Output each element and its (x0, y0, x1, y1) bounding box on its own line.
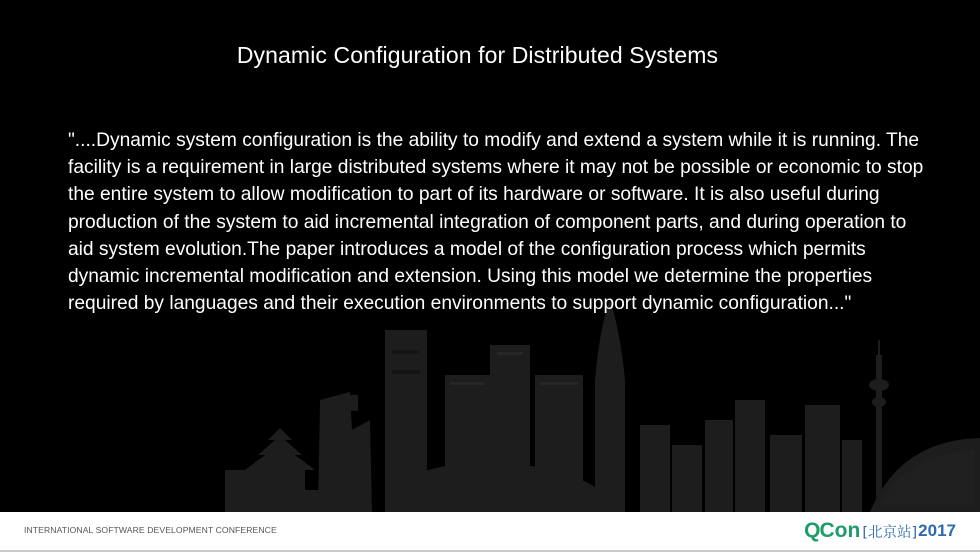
qcon-logo (804, 517, 956, 545)
footer-bar (0, 512, 980, 552)
quote-text: "....Dynamic system configuration is the ability to modify and extend a system while it is running. The facility is a requirement in large distributed systems where it may not be possible or economic to stop the entire system to allow modification to part of its hardware or software. It is also useful during production of the system to aid incremental integration of component parts, and during operation to aid system evolution.The paper introduces a model of the configuration process which permits dynamic incremental modification and extension. Using this model we determine the properties required by languages and their execution environments to support dynamic configuration..." (68, 130, 924, 315)
logo-q: Q (804, 519, 821, 542)
conference-name: INTERNATIONAL SOFTWARE DEVELOPMENT CONFERENCE (24, 525, 277, 535)
logo-year: 2017 (918, 521, 956, 540)
slide-title: Dynamic Configuration for Distributed Systems (236, 42, 719, 68)
logo-con: Con (819, 519, 861, 542)
logo-location: [北京站] (862, 524, 918, 541)
